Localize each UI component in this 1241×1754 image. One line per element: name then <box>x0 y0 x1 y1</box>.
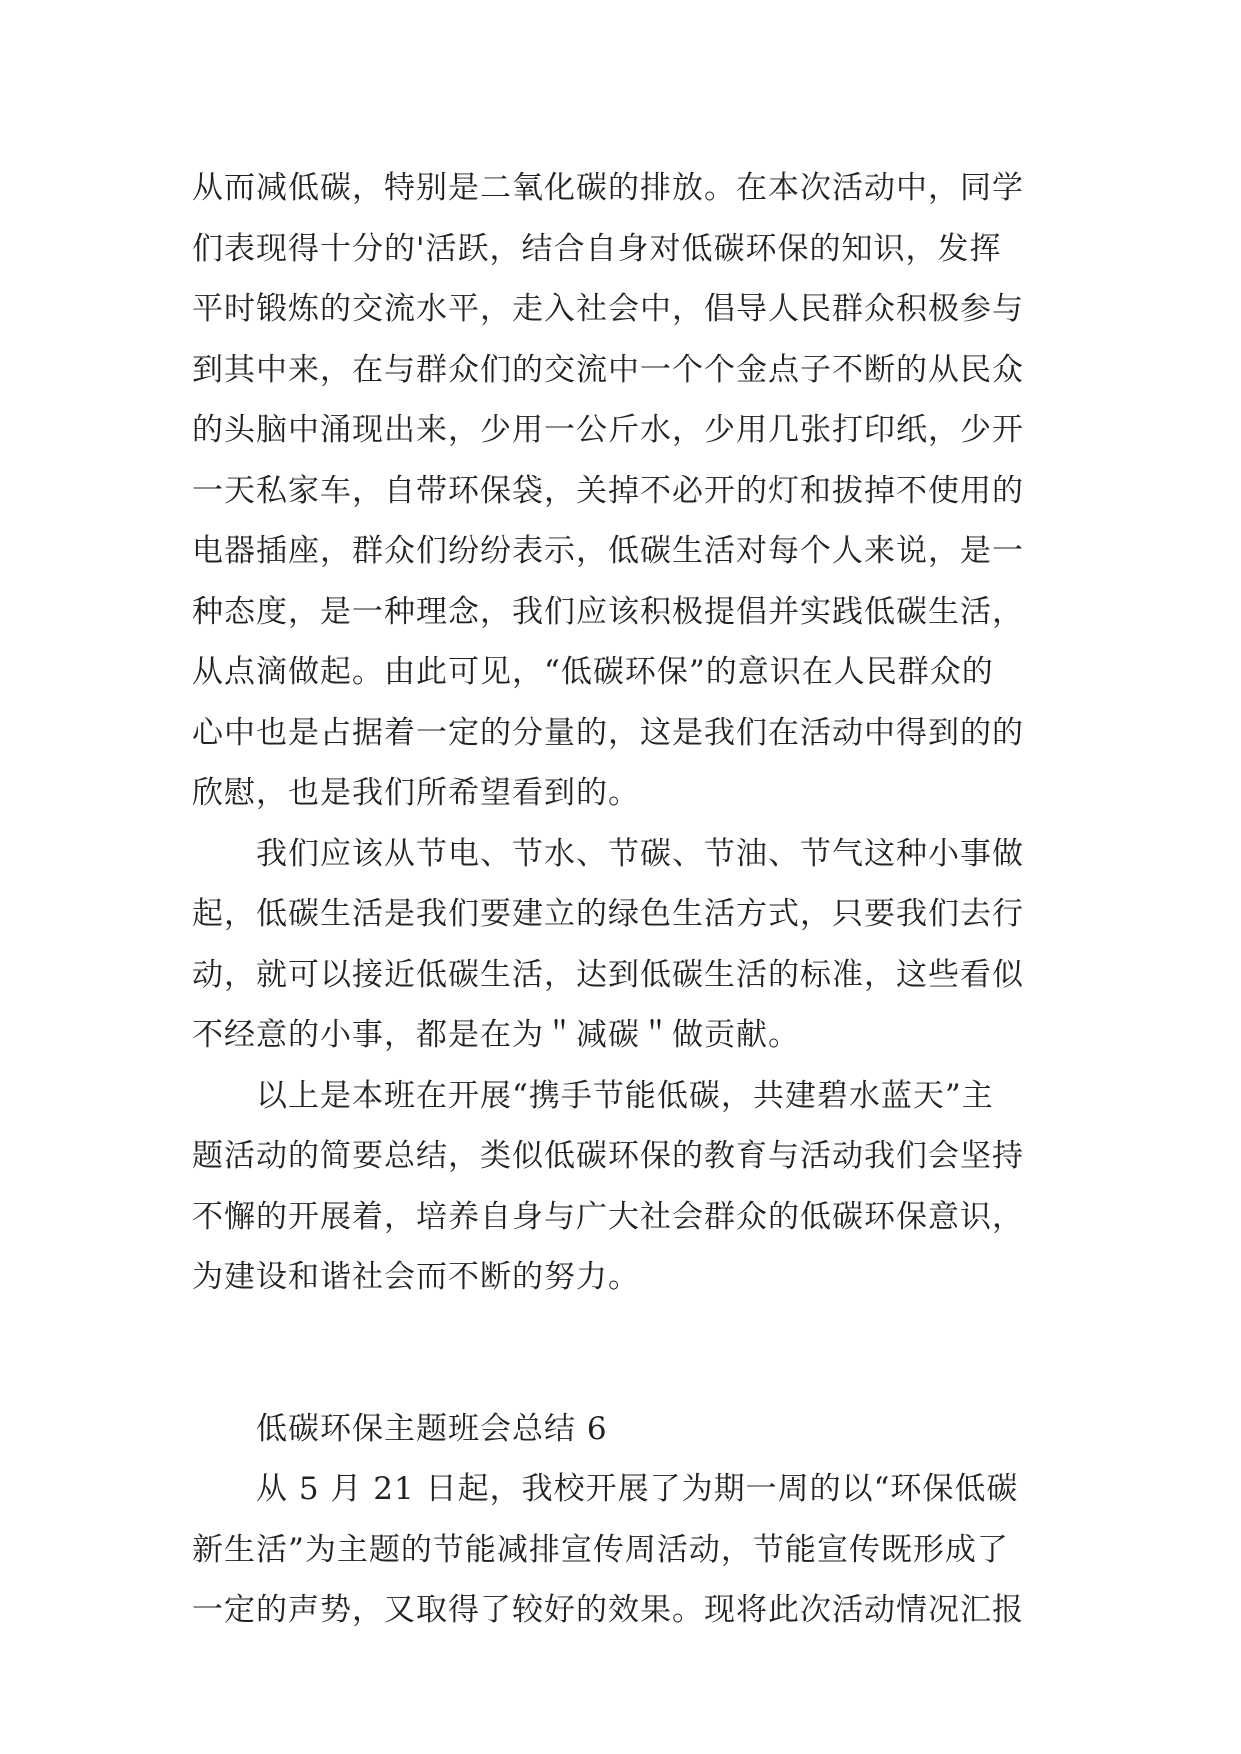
section-gap <box>192 1308 1072 1399</box>
text-line: 我们应该从节电、节水、节碳、节油、节气这种小事做 <box>192 835 1024 872</box>
document-body <box>192 158 1072 1641</box>
text-line: 一天私家车，自带环保袋，关掉不必开的灯和拔掉不使用的 <box>192 472 1024 509</box>
text-line: 平时锻炼的交流水平，走入社会中，倡导人民群众积极参与 <box>192 291 1024 327</box>
text-line: 从而减低碳，特别是二氧化碳的排放。在本次活动中，同学 <box>192 170 1024 206</box>
text-line: 起，低碳生活是我们要建立的绿色生活方式，只要我们去行 <box>192 896 1024 932</box>
text-line: 们表现得十分的'活跃，结合自身对低碳环保的知识，发挥 <box>192 230 1002 267</box>
text-line: 不懈的开展着，培养自身与广大社会群众的低碳环保意识， <box>192 1198 1024 1235</box>
text-line: 题活动的简要总结，类似低碳环保的教育与活动我们会坚持 <box>192 1138 1024 1174</box>
text-line: 心中也是占据着一定的分量的，这是我们在活动中得到的的 <box>192 714 1024 751</box>
text-line: 到其中来，在与群众们的交流中一个个金点子不断的从民众 <box>192 351 1024 388</box>
text-line: 种态度，是一种理念，我们应该积极提倡并实践低碳生活， <box>192 593 1024 630</box>
text-line: 为建设和谐社会而不断的努力。 <box>192 1259 640 1295</box>
text-line: 从点滴做起。由此可见，“低碳环保”的意识在人民群众的 <box>192 654 994 690</box>
text-line: 以上是本班在开展“携手节能低碳，共建碧水蓝天”主 <box>192 1077 994 1114</box>
section-heading: 低碳环保主题班会总结 6 <box>192 1410 608 1447</box>
text-line: 不经意的小事，都是在为＂减碳＂做贡献。 <box>192 1017 800 1053</box>
text-line: 动，就可以接近低碳生活，达到低碳生活的标准，这些看似 <box>192 956 1024 993</box>
text-line: 欣慰，也是我们所希望看到的。 <box>192 775 640 811</box>
text-line: 从 5 月 21 日起，我校开展了为期一周的以“环保低碳 <box>192 1471 1019 1507</box>
text-line: 一定的声势，又取得了较好的效果。现将此次活动情况汇报 <box>192 1592 1024 1628</box>
text-line: 新生活”为主题的节能减排宣传周活动，节能宣传既形成了 <box>192 1531 1009 1568</box>
text-line: 电器插座，群众们纷纷表示，低碳生活对每个人来说，是一 <box>192 533 1024 569</box>
text-line: 的头脑中涌现出来，少用一公斤水，少用几张打印纸，少开 <box>192 412 1024 448</box>
